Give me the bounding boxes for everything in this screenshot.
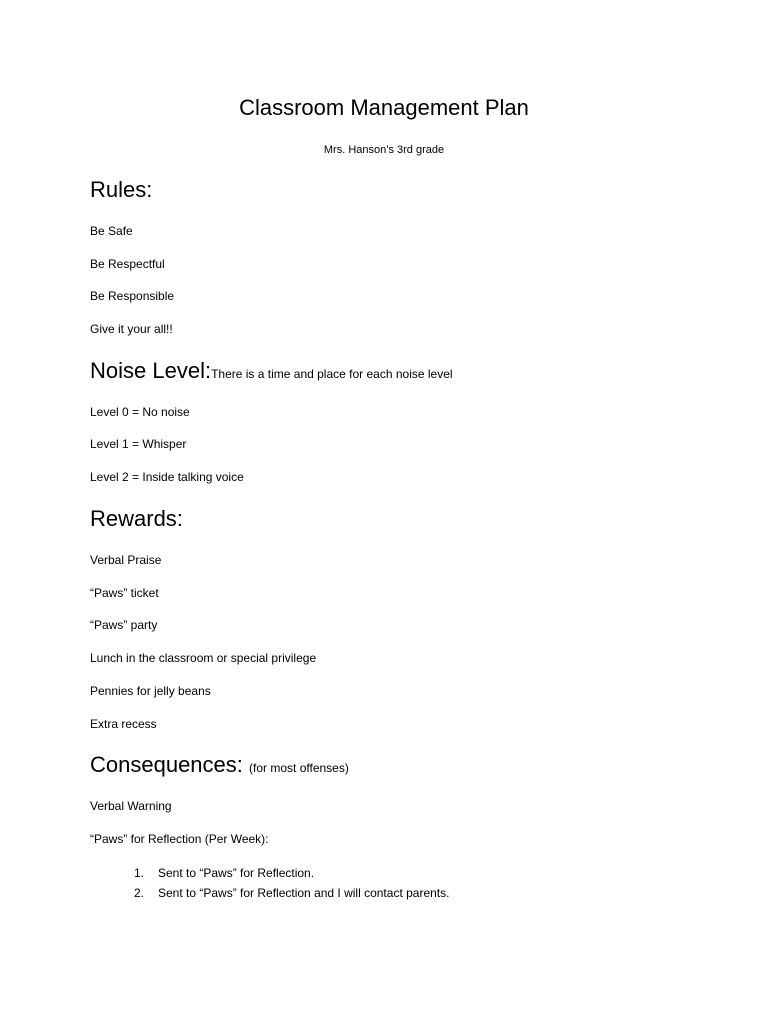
consequences-heading-label: Consequences:: [90, 752, 243, 777]
rewards-item: “Paws” ticket: [90, 586, 159, 600]
noise-level-heading-label: Noise Level:: [90, 358, 212, 383]
noise-level-heading: [90, 357, 453, 385]
list-item-text: Sent to “Paws” for Reflection and I will contact parents.: [158, 886, 450, 900]
rewards-item: Verbal Praise: [90, 553, 162, 567]
rules-heading: Rules:: [90, 177, 153, 202]
rewards-item: Pennies for jelly beans: [90, 684, 211, 698]
list-item: [134, 863, 449, 883]
page-subtitle: Mrs. Hanson’s 3rd grade: [323, 144, 445, 156]
noise-level-item: Level 2 = Inside talking voice: [90, 470, 244, 484]
rewards-item: “Paws” party: [90, 618, 158, 632]
consequences-heading: [90, 751, 349, 779]
rewards-item: Lunch in the classroom or special privilege: [90, 651, 317, 665]
rules-item: Give it your all!!: [90, 322, 173, 336]
noise-level-item: Level 0 = No noise: [90, 405, 190, 419]
rewards-item: Extra recess: [90, 717, 157, 731]
rules-item: Be Responsible: [90, 289, 175, 303]
list-item: [134, 883, 449, 903]
rules-item: Be Respectful: [90, 257, 165, 271]
consequence-steps-list: [134, 863, 449, 903]
noise-level-note: There is a time and place for each noise level: [211, 367, 453, 381]
consequences-item: “Paws” for Reflection (Per Week):: [90, 832, 269, 846]
list-item-text: Sent to “Paws” for Reflection.: [158, 866, 315, 880]
rules-item: Be Safe: [90, 224, 133, 238]
rewards-heading: Rewards:: [90, 506, 183, 531]
consequences-note: (for most offenses): [249, 761, 349, 775]
consequences-item: Verbal Warning: [90, 799, 172, 813]
list-item-number: 1.: [134, 866, 145, 880]
noise-level-item: Level 1 = Whisper: [90, 437, 187, 451]
list-item-number: 2.: [134, 886, 145, 900]
page-title: Classroom Management Plan: [239, 95, 529, 120]
